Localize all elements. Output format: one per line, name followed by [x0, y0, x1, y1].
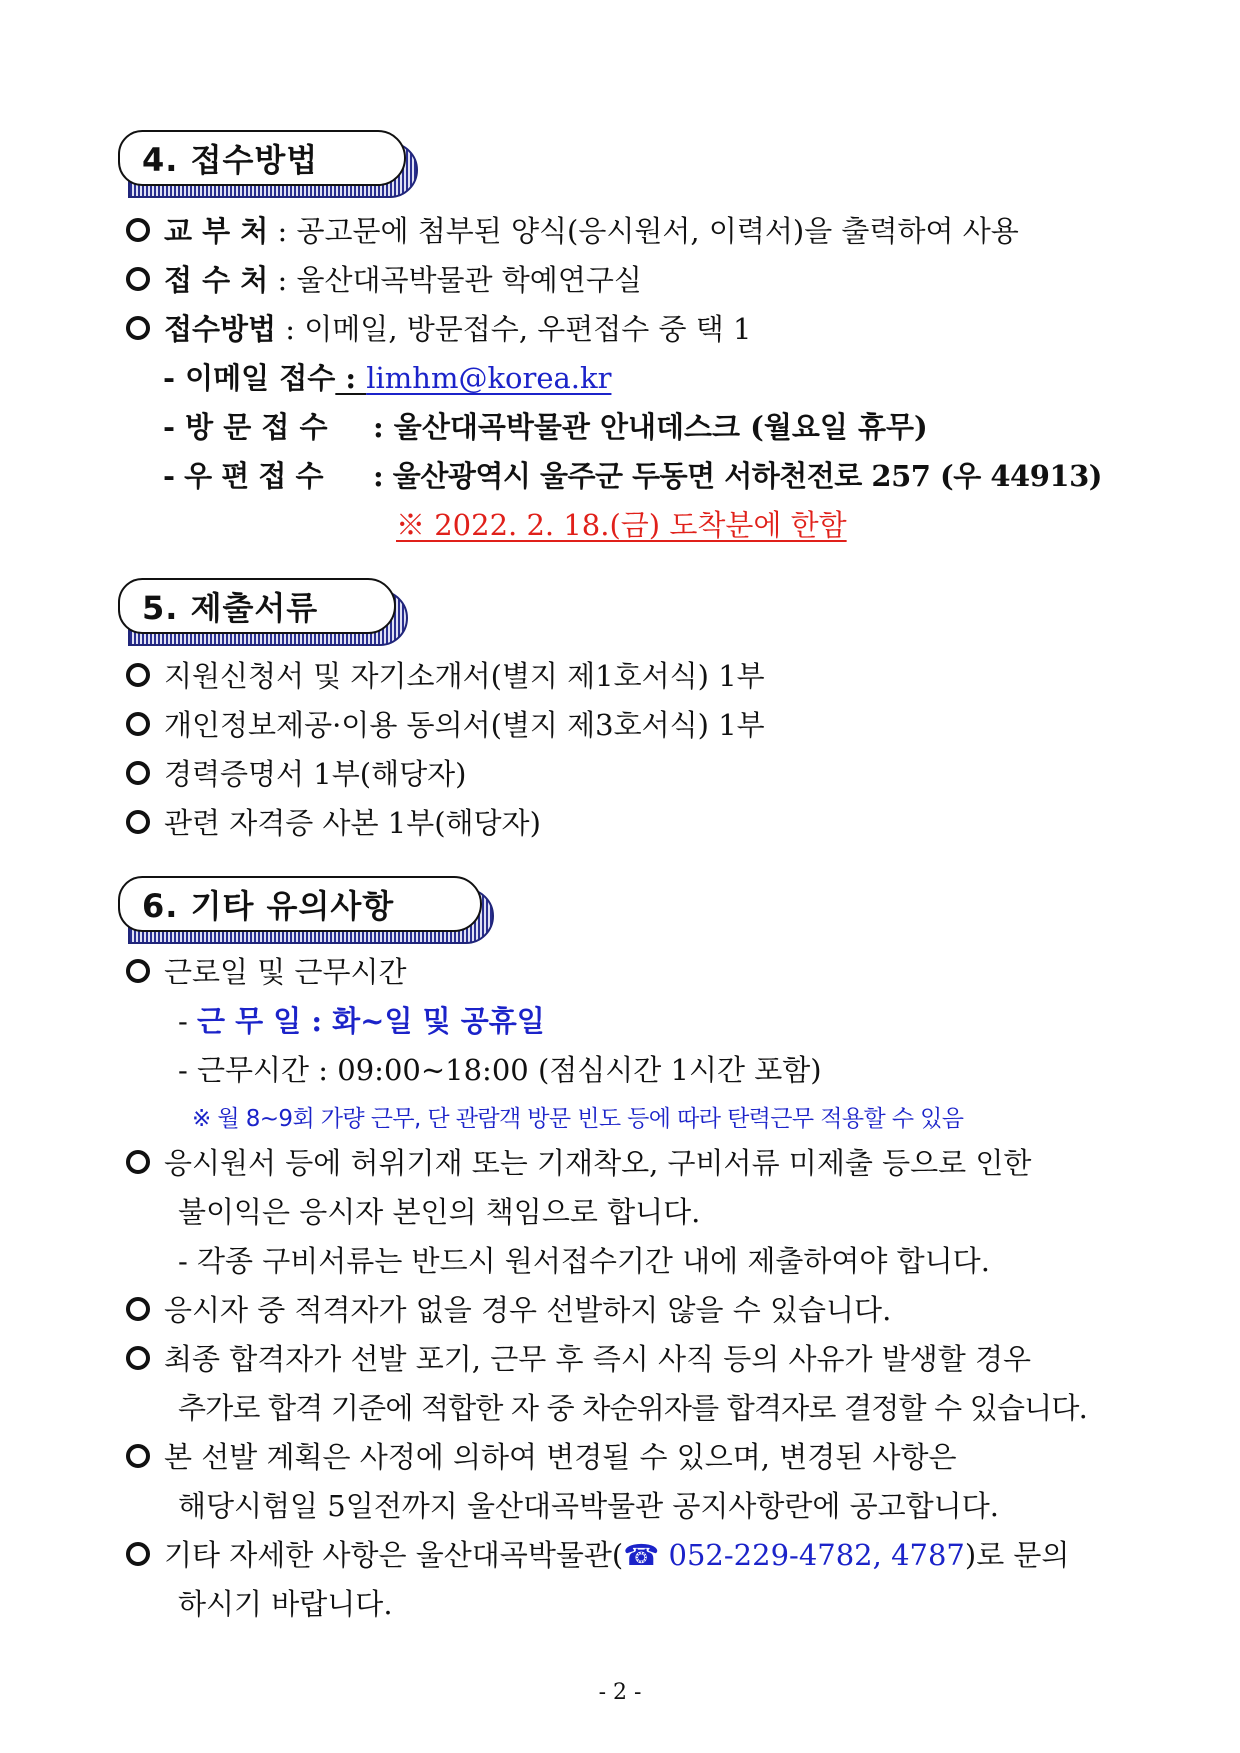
post-label: - 우 편 접 수	[163, 459, 323, 493]
s6-p5-line2: 하시기 바랍니다.	[178, 1587, 393, 1621]
s5-item-4	[126, 803, 541, 843]
s4-item-3-sep: :	[276, 312, 305, 346]
circle-bullet-icon	[126, 1150, 150, 1174]
s6-work-heading	[126, 952, 407, 992]
circle-bullet-icon	[126, 1297, 150, 1321]
section-6-title: 6. 기타 유의사항	[118, 876, 482, 932]
s5-item-1-text: 지원신청서 및 자기소개서(별지 제1호서식) 1부	[164, 659, 765, 693]
s5-item-3	[126, 754, 466, 794]
s4-item-2	[126, 260, 642, 300]
s4-item-2-label: 접 수 처	[164, 263, 269, 297]
circle-bullet-icon	[126, 1444, 150, 1468]
visit-label: - 방 문 접 수	[163, 410, 328, 444]
s6-p4-line1	[126, 1437, 957, 1477]
visit-value: : 울산대곡박물관 안내데스크 (월요일 휴무)	[373, 410, 928, 444]
s5-item-2-text: 개인정보제공·이용 동의서(별지 제3호서식) 1부	[164, 708, 765, 742]
email-sep: :	[335, 361, 367, 395]
section-4-title: 4. 접수방법	[118, 130, 406, 186]
section-6-header	[118, 876, 482, 932]
s6-work-hours: - 근무시간 : 09:00∼18:00 (점심시간 1시간 포함)	[178, 1053, 822, 1087]
email-link[interactable]: limhm@korea.kr	[366, 361, 612, 395]
s6-p4-line2: 해당시험일 5일전까지 울산대곡박물관 공지사항란에 공고합니다.	[178, 1489, 999, 1523]
s6-work-days	[178, 1001, 545, 1041]
s6-p3-line1	[126, 1339, 1031, 1379]
circle-bullet-icon	[126, 761, 150, 785]
s4-item-3-text: 이메일, 방문접수, 우편접수 중 택 1	[304, 312, 752, 346]
p2-text: 응시자 중 적격자가 없을 경우 선발하지 않을 수 있습니다.	[164, 1293, 892, 1327]
circle-bullet-icon	[126, 663, 150, 687]
work-days-text: 근 무 일 : 화~일 및 공휴일	[197, 1004, 545, 1038]
s4-visit-line	[163, 407, 928, 447]
s4-item-2-sep: :	[268, 263, 297, 297]
p1-line1-text: 응시원서 등에 허위기재 또는 기재착오, 구비서류 미제출 등으로 인한	[164, 1146, 1032, 1180]
circle-bullet-icon	[126, 1542, 150, 1566]
s5-item-3-text: 경력증명서 1부(해당자)	[164, 757, 467, 791]
s4-item-2-text: 울산대곡박물관 학예연구실	[296, 263, 642, 297]
circle-bullet-icon	[126, 959, 150, 983]
s4-item-1	[126, 211, 1019, 251]
section-4-header	[118, 130, 406, 186]
s5-item-4-text: 관련 자격증 사본 1부(해당자)	[164, 806, 541, 840]
s6-p1-sub: - 각종 구비서류는 반드시 원서접수기간 내에 제출하여야 합니다.	[178, 1244, 990, 1278]
phone-icon: ☎	[623, 1538, 660, 1572]
s6-p2	[126, 1290, 891, 1330]
p3-line1-text: 최종 합격자가 선발 포기, 근무 후 즉시 사직 등의 사유가 발생할 경우	[164, 1342, 1031, 1376]
s6-p3-line2: 추가로 합격 기준에 적합한 자 중 차순위자를 합격자로 결정할 수 있습니다.	[178, 1391, 1088, 1425]
s4-item-3-label: 접수방법	[164, 312, 277, 346]
s6-p1-line2: 불이익은 응시자 본인의 책임으로 합니다.	[178, 1195, 701, 1229]
circle-bullet-icon	[126, 712, 150, 736]
s4-post-line	[163, 456, 1102, 496]
post-value: : 울산광역시 울주군 두동면 서하천전로 257 (우 44913)	[373, 459, 1102, 493]
s4-item-1-sep: :	[268, 214, 297, 248]
s5-item-2	[126, 705, 765, 745]
p5-post-text: )로 문의	[964, 1538, 1070, 1572]
work-days-dash: -	[178, 1004, 188, 1038]
s5-item-1	[126, 656, 765, 696]
page-number: - 2 -	[598, 1680, 642, 1705]
s4-email-line	[163, 358, 611, 398]
circle-bullet-icon	[126, 316, 150, 340]
circle-bullet-icon	[126, 267, 150, 291]
p4-line1-text: 본 선발 계획은 사정에 의하여 변경될 수 있으며, 변경된 사항은	[164, 1440, 957, 1474]
s6-work-note: ※ 월 8~9회 가량 근무, 단 관람객 방문 빈도 등에 따라 탄력근무 적용할 수 있음	[192, 1106, 964, 1132]
section-5-header	[118, 578, 396, 634]
p5-pre-text: 기타 자세한 사항은 울산대곡박물관(	[164, 1538, 624, 1572]
s4-item-1-text: 공고문에 첨부된 양식(응시원서, 이력서)을 출력하여 사용	[296, 214, 1019, 248]
work-heading-text: 근로일 및 근무시간	[164, 955, 407, 989]
email-label: - 이메일 접수	[163, 361, 336, 395]
s4-item-3	[126, 309, 751, 349]
s6-p1-line1	[126, 1143, 1031, 1183]
circle-bullet-icon	[126, 218, 150, 242]
phone-number: 052-229-4782, 4787	[659, 1538, 965, 1572]
s4-deadline-note: ※ 2022. 2. 18.(금) 도착분에 한함	[396, 508, 847, 542]
s6-p5-line1	[126, 1535, 1069, 1575]
circle-bullet-icon	[126, 810, 150, 834]
s4-item-1-label: 교 부 처	[164, 214, 269, 248]
circle-bullet-icon	[126, 1346, 150, 1370]
section-5-title: 5. 제출서류	[118, 578, 396, 634]
